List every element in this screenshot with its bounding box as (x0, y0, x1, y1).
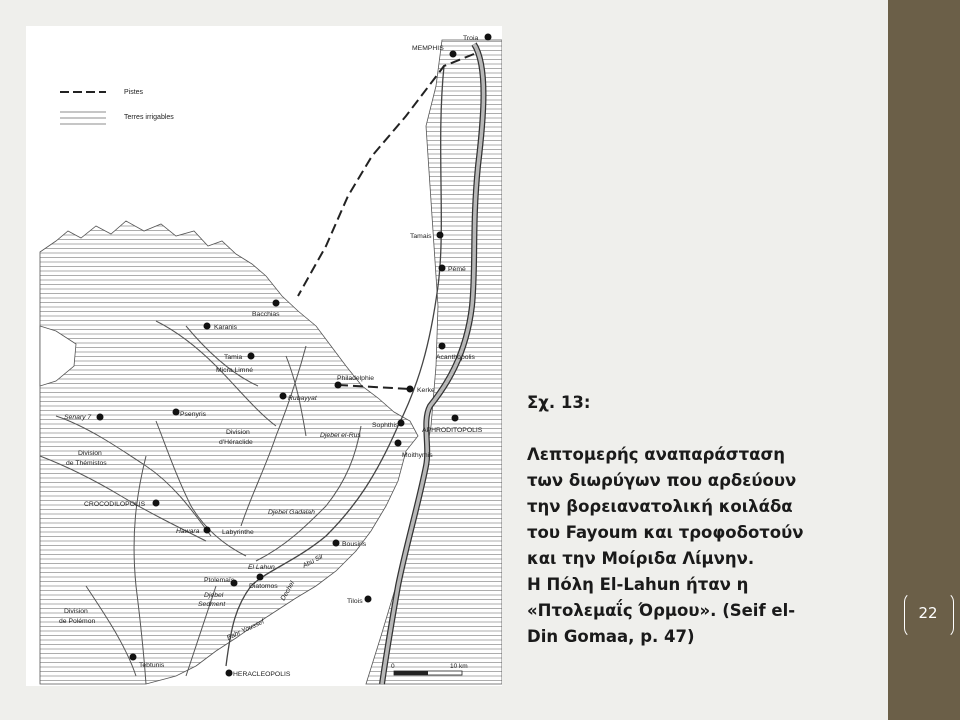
place-label-djebel-sedment-2: Sedment (198, 601, 226, 608)
caption-line: την βορειανατολική κοιλάδα (527, 497, 793, 516)
scale-label-zero: 0 (391, 663, 395, 670)
figure-caption (527, 390, 827, 650)
place-label-division-themistos-2: de Thémistos (66, 460, 107, 467)
legend-pistes-label: Pistes (124, 89, 144, 96)
place-label-karanis: Karanis (214, 324, 238, 331)
place-label-el-lahun: El Lahun (248, 564, 275, 571)
caption-line: «Πτολεμαΐς Όρμου». (Seif el- (527, 601, 796, 620)
place-label-djebel-sedment-1: Djebel (204, 592, 224, 599)
map-figure (26, 26, 502, 686)
caption-line: Din Gomaa, p. 47) (527, 627, 695, 646)
place-label-sophthis: Sophthis (372, 422, 399, 429)
place-label-djebel-gadalah: Djebel Gadalah (268, 509, 315, 516)
place-label-division-heraclide-2: d'Héraclide (219, 439, 253, 446)
place-label-tamais: Tamais (410, 233, 432, 240)
place-label-dechel: Dechel (279, 580, 297, 602)
place-label-division-themistos-1: Division (78, 450, 102, 457)
place-label-division-heraclide-1: Division (226, 429, 250, 436)
legend-terres-swatch (60, 112, 106, 124)
caption-line: του Fayoum και τροφοδοτούν (527, 523, 804, 542)
place-label-heracleopolis: HERACLEOPOLIS (233, 671, 291, 678)
place-label-troia: Troia (463, 35, 479, 42)
place-label-aphroditopolis: APHRODITOPOLIS (422, 427, 483, 434)
place-label-tebtunis: Tebtunis (139, 662, 165, 669)
caption-line: Η Πόλη El-Lahun ήταν η (527, 575, 749, 594)
place-label-senary: Senary 7 (64, 414, 92, 421)
place-label-ptolemais: Ptolemaïs (204, 577, 235, 584)
place-label-micra-limne: Micra Limné (216, 367, 254, 374)
place-label-bahr-youssef: Bahr Youssef (225, 618, 266, 642)
place-label-psenyris: Psenyris (180, 411, 207, 418)
place-label-tamia: Tamia (224, 354, 243, 361)
legend-terres-label: Terres irrigables (124, 114, 174, 121)
caption-line: Λεπτομερής αναπαράσταση (527, 445, 786, 464)
scale-bar (394, 671, 462, 675)
place-label-rubayyat: Rubayyat (288, 395, 317, 402)
place-label-division-polemon-2: de Polémon (59, 618, 96, 625)
place-label-bousiris: Bousiris (342, 541, 367, 548)
place-label-moithymis: Moithymis (402, 452, 433, 459)
caption-line: και την Μοίριδα Λίμνην. (527, 549, 755, 568)
place-label-peme: Pémé (448, 266, 466, 273)
place-label-philadelphie: Philadelphie (337, 375, 375, 382)
place-label-djebel-el-rus: Djebel el-Rus (320, 432, 361, 439)
fayoum-map (26, 26, 502, 686)
scale-label-ten: 10 km (450, 663, 468, 670)
place-label-abu-sir: Abu Sir (301, 553, 325, 570)
place-label-labyrinthe: Labyrinthe (222, 529, 254, 536)
caption-line: των διωρύγων που αρδεύουν (527, 471, 797, 490)
place-label-acanthopolis: Acanthopolis (436, 354, 475, 361)
place-label-bacchias: Bacchias (252, 311, 280, 318)
figure-label: Σχ. 13: (527, 393, 591, 412)
place-label-hawara: Hawara (176, 528, 200, 535)
page-number: 22 (918, 604, 938, 622)
place-label-division-polemon-1: Division (64, 608, 88, 615)
place-label-diatomos: Diatomos (249, 583, 278, 590)
place-label-memphis: MEMPHIS (412, 45, 444, 52)
place-label-tilois: Tilois (347, 598, 363, 605)
place-label-crocodilopolis: CROCODILOPOLIS (84, 501, 146, 508)
place-label-kerke: Kerke (417, 387, 435, 394)
